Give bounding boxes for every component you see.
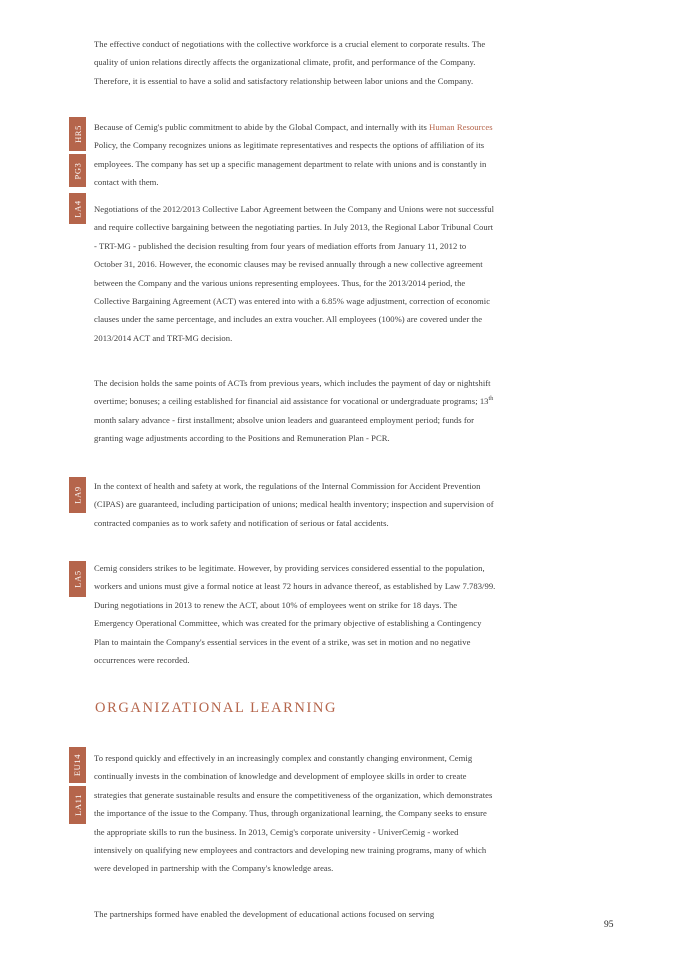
- tag-la11: [69, 786, 86, 824]
- paragraph-decision-text-1: The decision holds the same points of ACTs from previous years, which includes the payment of day or nightshift overtime; bonuses; a ceiling established for financial aid assistance for vocational or undergraduate programs; 13: [94, 378, 491, 407]
- tag-la5-label: LA5: [72, 570, 83, 588]
- paragraph-strikes: Cemig considers strikes to be legitimate. However, by providing services considered essential to the population, workers and unions must give a formal notice at least 72 hours in advance thereof, as established by Law 7.783/99. During negotiations in 2013 to renew the ACT, about 10% of employees went on strike for 18 days. The Emergency Operational Committee, which was created for the primary objective of establishing a Contingency Plan to maintain the Company's essential services in the event of a strike, was set in motion and no negative occurrences were recorded.: [94, 563, 496, 666]
- paragraph-global-compact-text-1: Because of Cemig's public commitment to abide by the Global Compact, and internally with its: [94, 122, 430, 132]
- paragraph-organizational-learning: To respond quickly and effectively in an increasingly complex and constantly changing environment, Cemig continually invests in the combination of knowledge and development of employee skills in order to create strategies that generate sustainable results and ensure the competitiveness of the organization, which demonstrates the importance of the issue to the Company. Thus, through organizational learning, the Company seeks to ensure the appropriate skills to run the business. In 2013, Cemig's corporate university - UniverCemig - worked intensively on qualifying new employees and contractors and developing new training programs, many of which were developed in partnership with the Company's knowledge areas.: [94, 753, 493, 874]
- tag-la4: [69, 193, 86, 224]
- paragraph-health-safety: In the context of health and safety at work, the regulations of the Internal Commission for Accident Prevention (CIPAS) are guaranteed, including participation of unions; medical health inventory; inspection and supervision of contracted companies as to work safety and notification of serious or fatal accidents.: [94, 481, 494, 528]
- tag-hr5: [69, 117, 86, 151]
- section-heading: ORGANIZATIONAL LEARNING: [95, 700, 338, 716]
- tag-pg3: [69, 154, 86, 187]
- ordinal-superscript: th: [488, 396, 494, 403]
- tag-la4-label: LA4: [72, 199, 83, 218]
- tag-eu14: [69, 747, 86, 783]
- paragraph-global-compact-text-2: Policy, the Company recognizes unions as legitimate representatives and respects the options of affiliation of its employees. The company has set up a specific management department to relate with unions and is constantly in contact with them.: [94, 140, 487, 188]
- paragraph-global-compact: [94, 118, 496, 192]
- tag-eu14-label: EU14: [72, 753, 83, 777]
- page-number: 95: [604, 920, 614, 930]
- tag-hr5-label: HR5: [72, 125, 83, 143]
- tag-la11-label: LA11: [72, 794, 83, 816]
- tag-la9-label: LA9: [72, 486, 83, 504]
- tag-la9: [69, 477, 86, 513]
- paragraph-decision-text-2: month salary advance - first installment; absolve union leaders and guaranteed employment period; funds for granting wage adjustments according to the Positions and Remuneration Plan - PCR.: [94, 414, 475, 444]
- paragraph-partnerships: The partnerships formed have enabled the development of educational actions focused on serving: [94, 909, 435, 919]
- paragraph-union-relations: The effective conduct of negotiations with the collective workforce is a crucial element to corporate results. The quality of union relations directly affects the organizational climate, profit, and performance of the Company. Therefore, it is essential to have a solid and satisfactory relationship between labor unions and the Company.: [94, 39, 486, 86]
- human-resources-link[interactable]: Human Resources: [429, 122, 493, 132]
- tag-pg3-label: PG3: [72, 162, 83, 179]
- paragraph-decision: [94, 374, 496, 448]
- tag-la5: [69, 561, 86, 597]
- paragraph-negotiations: Negotiations of the 2012/2013 Collective Labor Agreement between the Company and Unions were not successful and require collective bargaining between the negotiating parties. In July 2013, the Regional Labor Tribunal Court - TRT-MG - published the decision resulting from four years of mediation efforts from January 11, 2012 to October 31, 2016. However, the economic clauses may be revised annually through a new collective agreement between the Company and the various unions representing employees. Thus, for the 2013/2014 period, the Collective Bargaining Agreement (ACT) was entered into with a 6.85% wage adjustment, correction of economic clauses under the same percentage, and includes an extra voucher. All employees (100%) are covered under the 2013/2014 ACT and TRT-MG decision.: [94, 204, 495, 343]
